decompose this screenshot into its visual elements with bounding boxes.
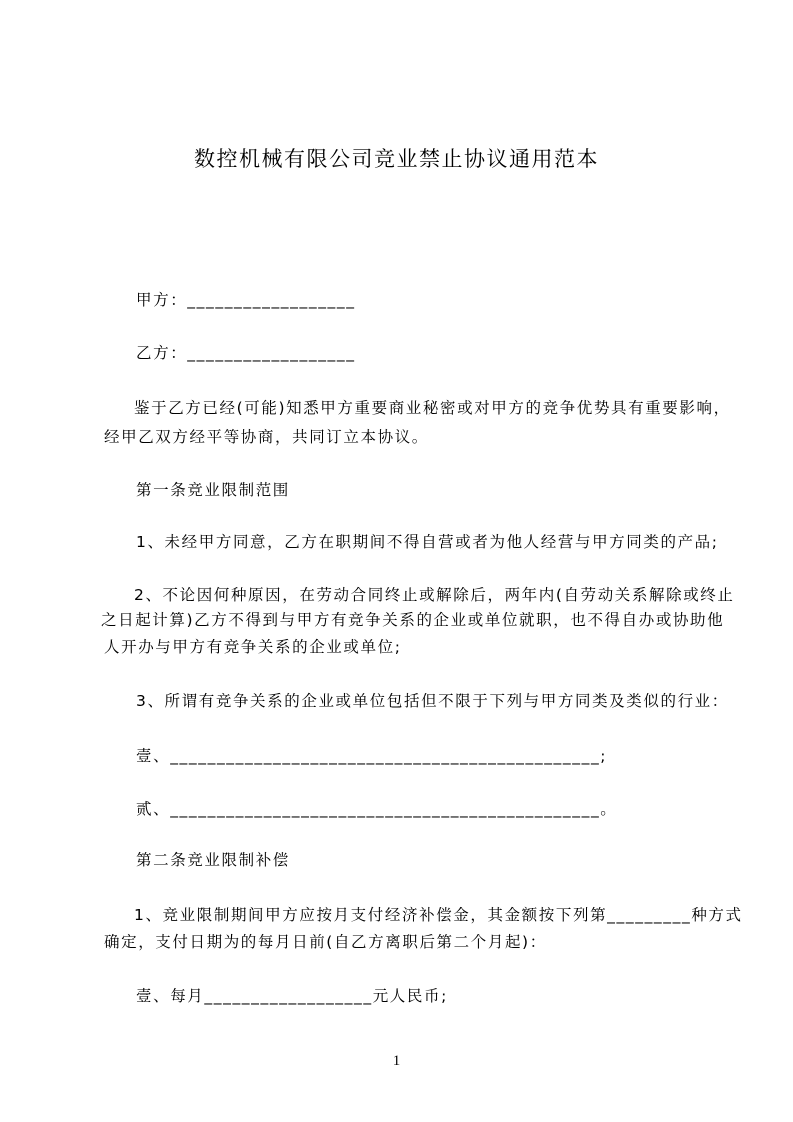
industry-item-1: 壹、______________________________________________; [136, 747, 608, 765]
clause-1-2-line-2: 之日起计算)乙方不得到与甲方有竞争关系的企业或单位就职，也不得自办或协助他 [101, 611, 725, 629]
preamble-line-1: 鉴于乙方已经(可能)知悉甲方重要商业秘密或对甲方的竞争优势具有重要影响， [134, 399, 731, 417]
clause-1-1: 1、未经甲方同意，乙方在职期间不得自营或者为他人经营与甲方同类的产品; [136, 533, 719, 551]
preamble-line-2: 经甲乙双方经平等协商，共同订立本协议。 [104, 428, 429, 446]
clause-1-3: 3、所谓有竞争关系的企业或单位包括但不限于下列与甲方同类及类似的行业： [136, 692, 729, 710]
clause-1-2-line-3: 人开办与甲方有竞争关系的企业或单位; [104, 638, 402, 656]
page-number: 1 [392, 1053, 401, 1069]
party-a-line: 甲方：__________________ [136, 291, 356, 309]
article-1-heading: 第一条竞业限制范围 [136, 481, 290, 499]
clause-1-2-line-1: 2、不论因何种原因，在劳动合同终止或解除后，两年内(自劳动关系解除或终止 [134, 586, 735, 604]
article-2-heading: 第二条竞业限制补偿 [136, 851, 290, 869]
party-b-line: 乙方：__________________ [136, 344, 356, 362]
industry-item-2: 贰、______________________________________________。 [136, 800, 618, 818]
document-title: 数控机械有限公司竞业禁止协议通用范本 [194, 147, 599, 171]
clause-2-1-line-1: 1、竞业限制期间甲方应按月支付经济补偿金，其金额按下列第_________种方式 [134, 906, 743, 924]
compensation-option-1: 壹、每月__________________元人民币; [136, 987, 448, 1005]
clause-2-1-line-2: 确定，支付日期为的每月日前(自乙方离职后第二个月起)： [104, 933, 547, 951]
